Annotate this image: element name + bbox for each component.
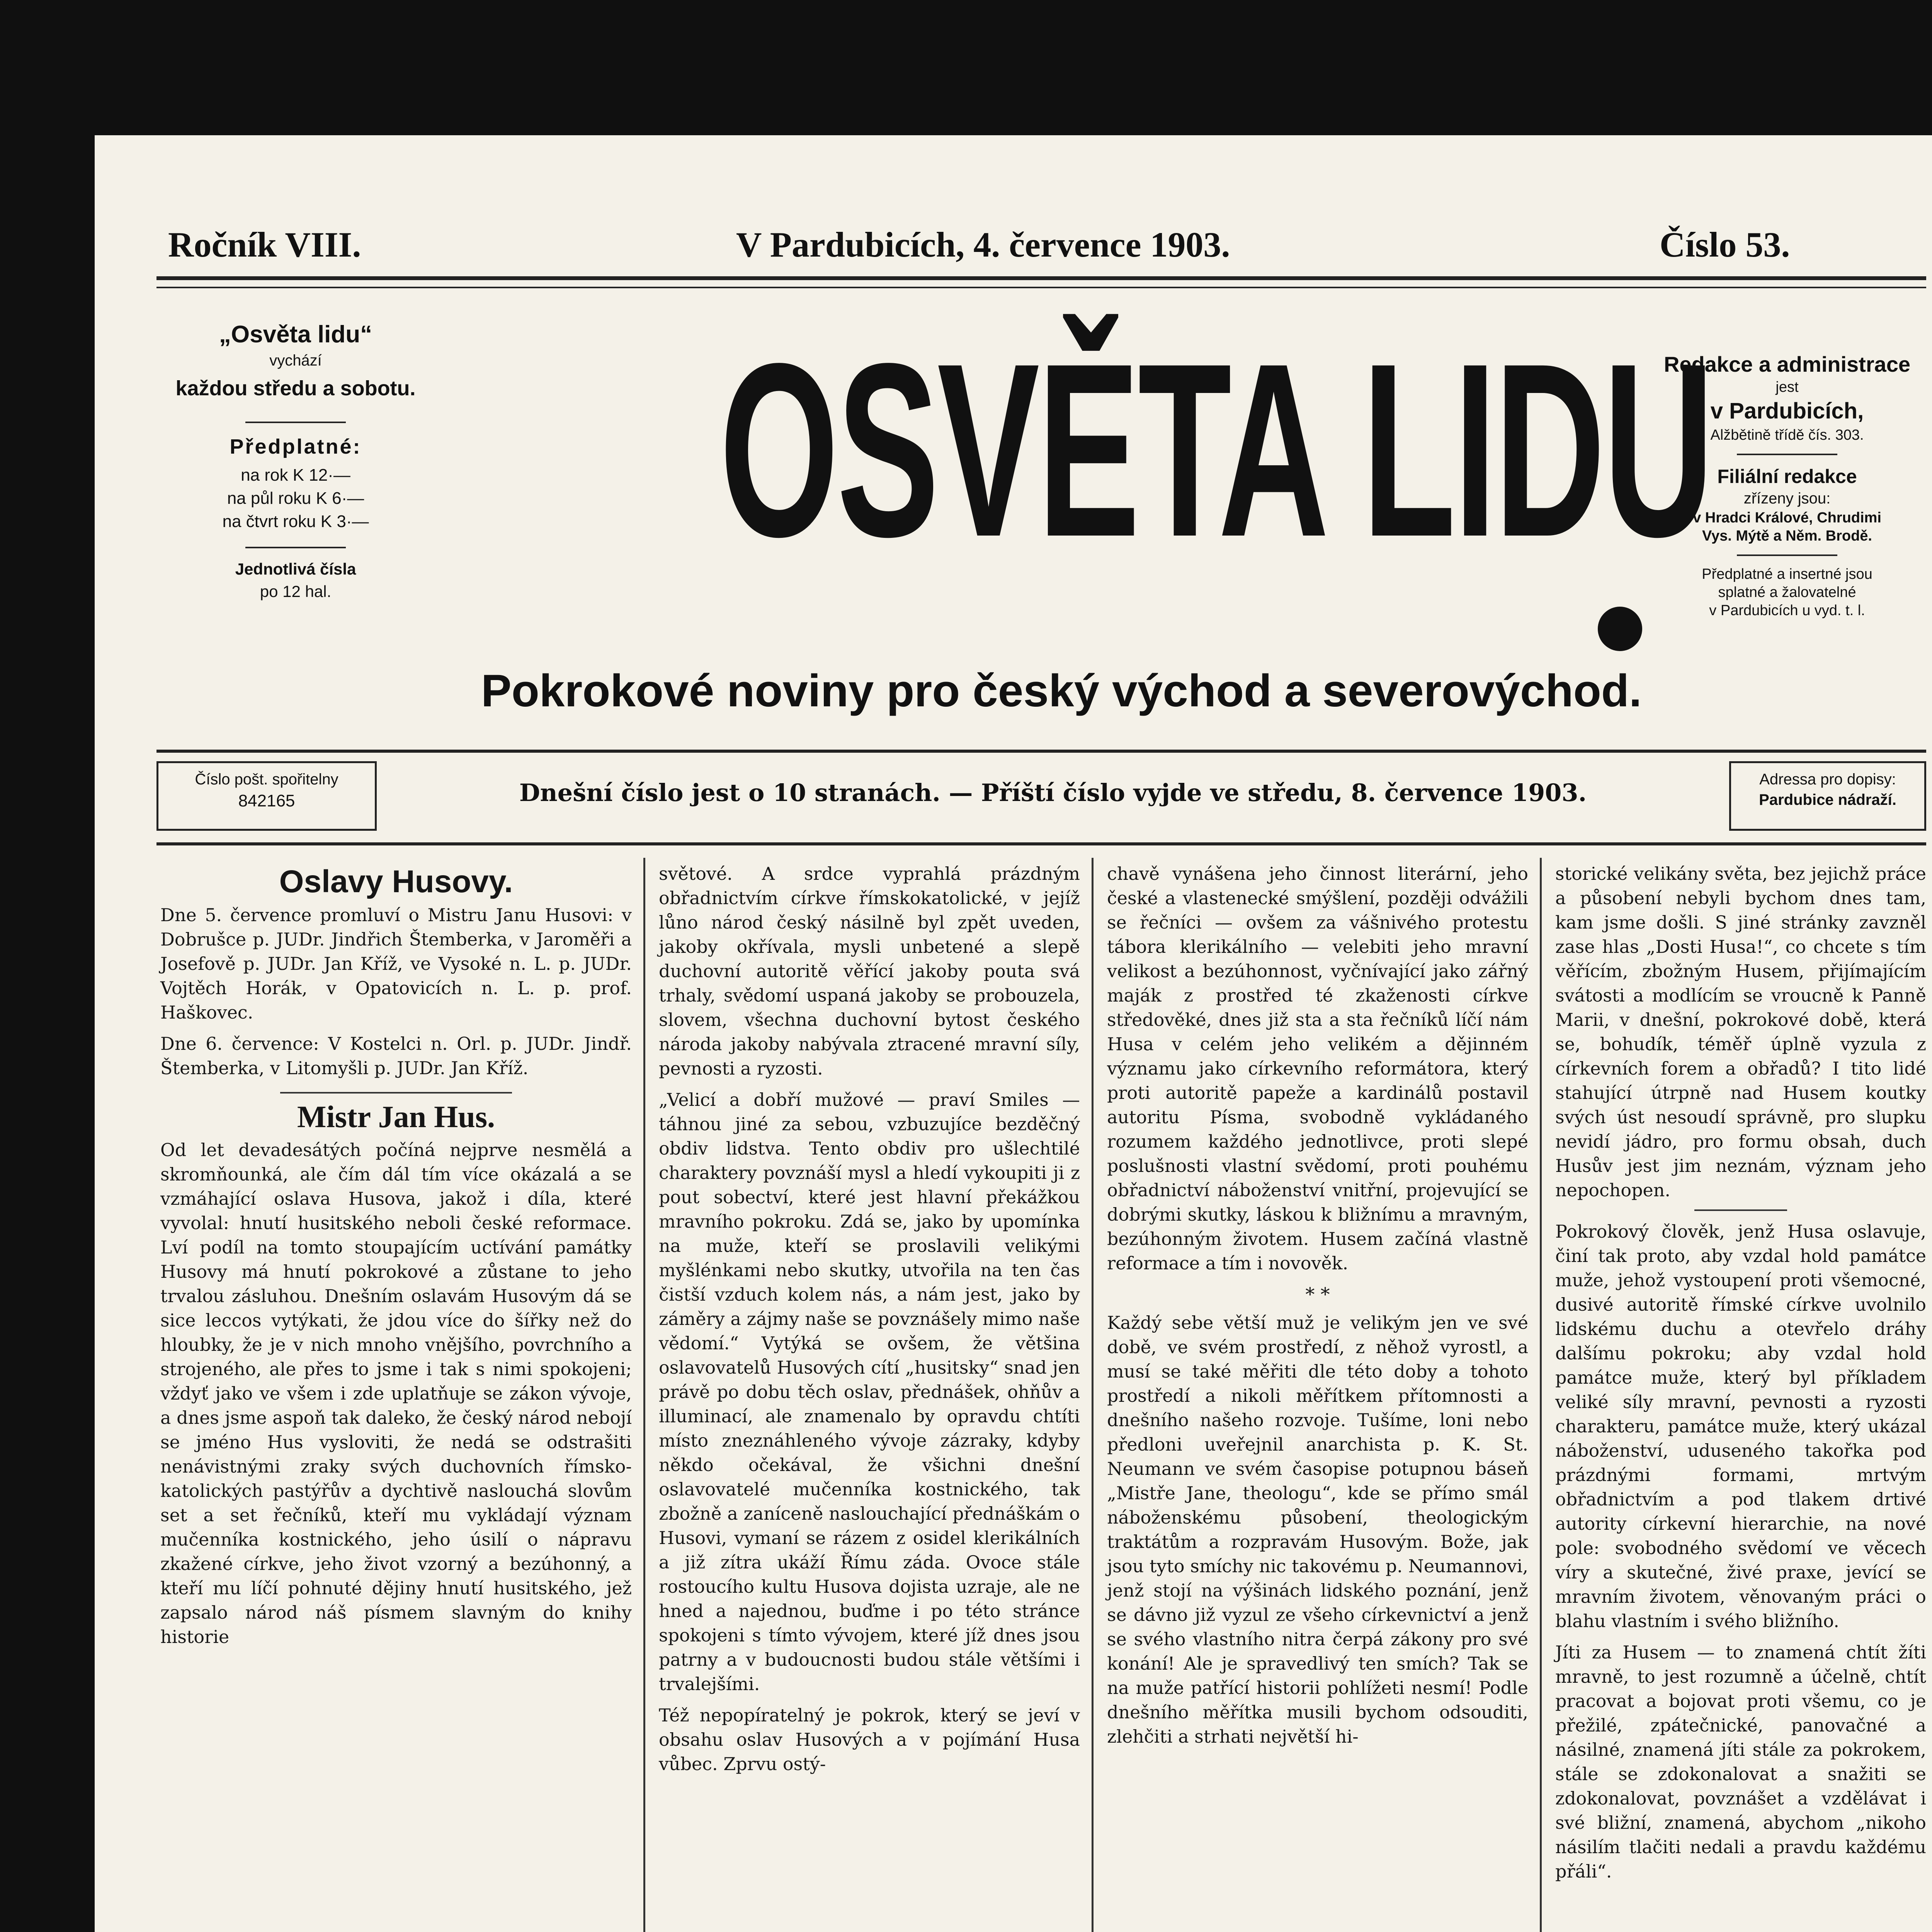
branch-cities-1: v Hradci Králové, Chrudimi — [1693, 510, 1881, 526]
article-paragraph: Též nepopíratelný je pokrok, který se jeví v obsahu oslav Husových a v pojímání Husa vůbec. Zprvu ostý- — [659, 1705, 1080, 1774]
editorial-city: v Pardubicích, — [1710, 398, 1864, 423]
divider — [1737, 454, 1837, 455]
column-rule — [1540, 858, 1542, 1932]
mistr-title: Mistr Jan Hus. — [297, 1100, 495, 1134]
branch-cities-2: Vys. Mýtě a Něm. Brodě. — [1702, 528, 1872, 544]
article-paragraph: chavě vynášena jeho činnost literární, jeho české a vlastenecké smýšlení, později odvážili se řečníci — ovšem za vášnivého protestu tábora klerikálního — velebiti jeho mravní velikost a bezúhonnost, vyčnívající jako zářný maják z prostřed té zkaženosti církve středověké, dnes již sta a sta řečníků líčí nám Husa v celém jeho velikém a dějinném významu jako církevního reformátora, který proti autoritě papeže a kardinálů postavil autoritu Písma, svobodně vykládaného rozumem každého jednotlivce, proti slepé poslušnosti vlastní svědomí, proti pouhému obřadnictví náboženství vnitřní, projevující se dobrými skutky, láskou k bližnímu a mravným, bezúhonným životem. Husem začíná vlastně reformace a tím i novověk. — [1107, 863, 1528, 1274]
divider — [280, 1092, 512, 1094]
price-year: na rok K 12·— — [241, 466, 350, 485]
article-paragraph: Každý sebe větší muž je velikým jen ve své době, ve svém prostředí, z něhož vyrostl, a musí se také měřiti dle této doby a tohoto prostředí a nikoli měřítkem přítomnosti a dnešního našeho rozvoje. Tušíme, loni nebo předloni uveřejnil anarchista p. K. St. Neumann ve svém časopise potupnou báseň „Mistře Jane, theologu“, kde se přímo smál náboženskému působení, theologickým traktátům a rozpravám Husovým. Bože, jak jsou tyto smíchy nic takovému p. Neumannovi, jenž stojí na výšinách lidského poznání, jenž se dávno již vyzul ze všeho církevnictví a jenž se svého vlastního nitra čerpá zákony pro své konání! Ale je spravedlivý ten smích? Tak se na muže patřící historii pohlížeti nesmí! Podle dnešního měřítka musili bychom odsouditi, zlehčiti a strhati největší hi- — [1107, 1312, 1528, 1747]
price-half-year: na půl roku K 6·— — [227, 489, 364, 508]
masthead-text: OSVĚTA LIDU — [719, 312, 1713, 588]
masthead-subtitle: Pokrokové noviny pro český východ a severovýchod. — [481, 665, 1642, 716]
price-quarter: na čtvrt roku K 3·— — [222, 512, 369, 531]
editorial-box — [1648, 352, 1926, 619]
branch-heading: Filiální redakce — [1717, 466, 1857, 487]
oslavy-title: Oslavy Husovy. — [279, 864, 513, 899]
newspaper-page — [95, 135, 1932, 1932]
dateline: V Pardubicích, 4. července 1903. — [736, 225, 1230, 264]
column-rule — [1092, 858, 1094, 1932]
publishing-days: každou středu a sobotu. — [175, 377, 416, 400]
article-paragraph: Jíti za Husem — to znamená chtít žíti mravně, to jest rozumně a účelně, chtít pracovat a bojovat proti všemu, co je přežilé, zpátečnické, panovačné a násilné, znamená jíti stále za pokrokem, stále se zdokonalovat a snažiti se zdokonalovat, povznášet a vzdělávat i své bližní, znamená, abychom „nikoho násilím tlačiti nedali a pravdu každému přáli“. — [1555, 1642, 1926, 1882]
issue-notice: Dnešní číslo jest o 10 stranách. — Příští číslo vyjde ve středu, 8. července 1903. — [519, 779, 1587, 807]
divider — [1737, 554, 1837, 556]
postal-account-box — [156, 761, 377, 831]
issue-number: Číslo 53. — [1660, 225, 1790, 264]
subscription-heading: Předplatné: — [230, 435, 362, 458]
divider — [245, 547, 346, 548]
column-3 — [1107, 862, 1528, 1756]
column-4 — [1555, 862, 1926, 1891]
appears-label: vychází — [269, 352, 322, 369]
article-paragraph: Pokrokový člověk, jenž Husa oslavuje, činí tak proto, aby vzdal hold památce muže, jehož vystoupení proti všemocné, dusivé autoritě římské církve uvolnilo lidskému duchu a otevřelo dráhy dalšímu pokroku; aby vzdal hold památce muže, který byl příkladem veliké síly mravní, pevnosti a ryzosti charakteru, památce muže, který ukázal náboženství, uduseného takořka pod prázdnými formami, mrtvým obřadnictvím a pod tlakem drtivé autority církevní hierarchie, na nové pole: svobodného svědomí ve věcech víry a skutečné, živé praxe, jevící se mravním životem, věnovaným práci o blahu vlastním i svého bližního. — [1555, 1221, 1926, 1631]
editorial-address: Alžbětině třídě čís. 303. — [1710, 427, 1864, 443]
column-2 — [659, 862, 1080, 1783]
postal-account-label: Číslo pošt. spořitelny — [195, 771, 338, 788]
single-copy-label: Jednotlivá čísla — [235, 560, 356, 578]
editorial-heading: Redakce a administrace — [1663, 352, 1911, 376]
address-value: Pardubice nádraží. — [1759, 791, 1896, 808]
single-copy-price: po 12 hal. — [260, 582, 332, 600]
divider — [245, 422, 346, 423]
article-paragraph: storické velikány světa, bez jejichž práce a působení nebyli bychom dnes tam, kam jsme došli. S jiné stránky zavzněl zase hlas „Dosti Husa!“, co chcete s tím věřícím, zbožným Husem, přijímajícím svátosti a modlícím se vroucně k Panně Marii, v dnešní, pokrokové době, která se, bohudík, téměř úplně vyzula z církevních forem a obřadů? I tito lidé stahující útrpně nad Husem koutky svých úst nesoudí správně, pro slupku nevidí jádro, pro formu obsah, duch Husův jest jim neznám, význam jeho nepochopen. — [1555, 863, 1926, 1201]
infobar-rule-bottom — [156, 842, 1926, 845]
article-paragraph: světové. A srdce vyprahlá prázdným obřadnictvím církve římskokatolické, v jejíž lůno národ český násilně byl zpět uveden, jakoby okřívala, mysli unbetené a slepě duchovní autoritě věřící jakoby pouta svá trhaly, svědomí uspaná jakoby se probouzela, slovem, všechna duchovní bytost českého národa jakoby nabývala ztracené mravní síly, pevnosti a ryzosti. — [659, 863, 1080, 1079]
infobar-rule-top — [156, 750, 1926, 753]
article-paragraph: Od let devadesátých počíná nejprve nesmělá a skromňounká, ale čím dál tím více okázalá a se vzmáhající oslava Husova, jakož i díla, které vyvolal: hnutí husitského neboli české reformace. Lví podíl na tomto stoupajícím uctívání památky Husovy má hnutí pokrokové a zůstane to jeho trvalou zásluhou. Dnešním oslavám Husovým dá se sice leccos vytýkati, že jdou více do šířky než do hloubky, že je v nich mnoho vnějšího, povrchního a strojeného, ale přes to jsme i tak s nimi spokojeni; vždyť jako ve všem i zde uplatňuje se zákon vývoje, a dnes jsme aspoň tak daleko, že český národ nebojí se jméno Hus vysloviti, že nedá se odstrašiti nenávistnými zraky svých duchovních římsko-katolických pastýřův a dychtivě naslouchá slovům set a set řečníků, kteří mu vykládají význam mučenníka kostnického, jeho úsilí o nápravu zkažené církve, jeho život vzorný a bezúhonný, a kteří mu líčí pohnuté dějiny hnutí husitského, jež zapsalo národ náš písmem slavným do knihy historie — [160, 1139, 632, 1647]
editorial-line: jest — [1776, 379, 1799, 395]
address-label: Adressa pro dopisy: — [1759, 771, 1896, 788]
column-rule — [643, 858, 645, 1932]
paper-name: „Osvěta lidu“ — [219, 321, 372, 348]
section-stars: * * — [1305, 1284, 1330, 1305]
payment-line-2: splatné a žalovatelné — [1718, 584, 1856, 600]
masthead-title — [415, 312, 1713, 588]
column-1 — [160, 864, 632, 1656]
divider — [1694, 1209, 1787, 1211]
payment-line-3: v Pardubicích u vyd. t. l. — [1709, 602, 1865, 619]
postal-account-number: 842165 — [238, 791, 295, 810]
masthead-period — [1598, 607, 1642, 651]
volume-number: Ročník VIII. — [168, 225, 361, 264]
oslavy-paragraph: Dne 5. července promluví o Mistru Janu Husovi: v Dobrušce p. JUDr. Jindřich Štemberka, v Jaroměři a Josefově p. JUDr. Jan Kříž, ve Vysoké n. L. p. JUDr. Vojtěch Horák, v Opatovicích n. L. p. prof. Haškovec. — [160, 905, 632, 1023]
subscription-box — [160, 321, 431, 601]
branch-line: zřízeny jsou: — [1743, 490, 1831, 507]
payment-line-1: Předplatné a insertné jsou — [1702, 566, 1872, 582]
oslavy-paragraph: Dne 6. července: V Kostelci n. Orl. p. JUDr. Jindř. Štemberka, v Litomyšli p. JUDr. Jan Kříž. — [160, 1033, 632, 1078]
address-box — [1729, 761, 1926, 831]
header-rule — [156, 276, 1926, 280]
header-rule-thin — [156, 287, 1926, 288]
article-paragraph: „Velicí a dobří mužové — praví Smiles — táhnou jiné za sebou, vzbuzujíce bezděčný obdiv lidstva. Tento obdiv pro ušlechtilé charaktery povznáší mysl a hledí vykoupiti ji z pout sobectví, které jest hlavní překážkou mravního pokroku. Zdá se, jako by upomínka na muže, kteří se proslavili velikými myšlénkami nebo skutky, utvořila na ten čas čistší vzduch kolem nás, a nám jest, jako by záměry a zájmy naše se povznášely mimo naše vědomí.“ Vytýká se ovšem, že většina oslavovatelů Husových cítí „husitsky“ snad jen právě po dobu těch oslav, přednášek, ohňův a illuminací, ale znamenalo by opravdu chtíti místo zneznáhleného vývoje zázraky, kdyby někdo očekával, že všichni dnešní oslavovatelé mučenníka kostnického, tak zbožně a zaníceně naslouchající přednáškám o Husovi, vymaní se rázem z osidel klerikálních a již zítra ukáží Římu záda. Ovoce stále rostoucího kultu Husova dojista uzraje, ale ne hned a najednou, buďme i po této stránce spokojeni s tímto vývojem, které jíž dnes jsou patrny a v budoucnosti budou stále většími i trvalejšími. — [659, 1089, 1080, 1694]
